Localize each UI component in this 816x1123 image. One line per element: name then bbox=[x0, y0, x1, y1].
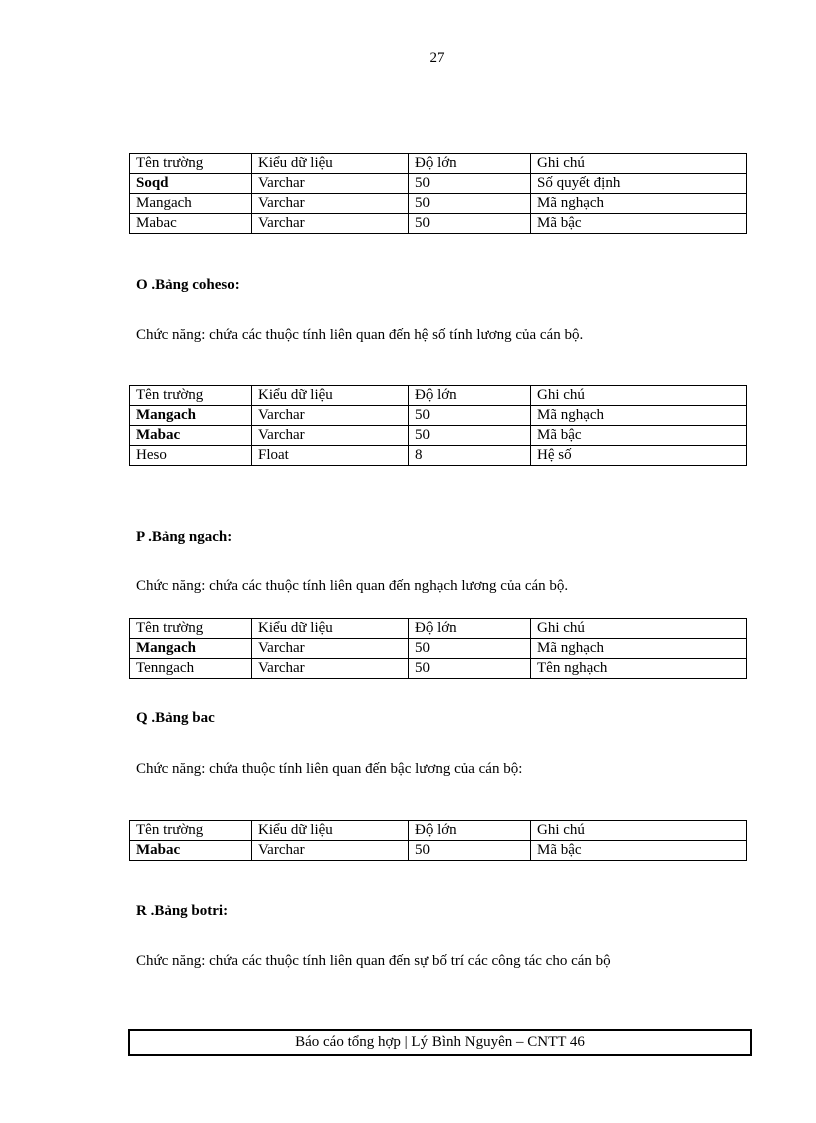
field-cell: Mabac bbox=[130, 841, 252, 861]
type-cell: Varchar bbox=[252, 639, 409, 659]
header-cell: Tên trường bbox=[130, 821, 252, 841]
table-coheso bbox=[129, 385, 747, 466]
table-row bbox=[130, 841, 747, 861]
header-cell: Ghi chú bbox=[531, 619, 747, 639]
table-header-row bbox=[130, 386, 747, 406]
field-cell: Mangach bbox=[130, 194, 252, 214]
type-cell: Varchar bbox=[252, 659, 409, 679]
table-row bbox=[130, 446, 747, 466]
note-cell: Mã nghạch bbox=[531, 406, 747, 426]
note-cell: Mã nghạch bbox=[531, 194, 747, 214]
size-cell: 50 bbox=[409, 214, 531, 234]
field-cell: Mabac bbox=[130, 214, 252, 234]
table-row bbox=[130, 406, 747, 426]
field-cell: Tenngach bbox=[130, 659, 252, 679]
size-cell: 50 bbox=[409, 639, 531, 659]
header-cell: Độ lớn bbox=[409, 386, 531, 406]
table-bac bbox=[129, 820, 747, 861]
table-soqd bbox=[129, 153, 747, 234]
size-cell: 50 bbox=[409, 174, 531, 194]
header-cell: Kiểu dữ liệu bbox=[252, 821, 409, 841]
type-cell: Float bbox=[252, 446, 409, 466]
section-description-bac: Chức năng: chứa thuộc tính liên quan đến bậc lương của cán bộ: bbox=[136, 761, 523, 777]
section-description-ngach: Chức năng: chứa các thuộc tính liên quan đến nghạch lương của cán bộ. bbox=[136, 578, 569, 594]
note-cell: Mã nghạch bbox=[531, 639, 747, 659]
header-cell: Tên trường bbox=[130, 619, 252, 639]
note-cell: Mã bậc bbox=[531, 426, 747, 446]
note-cell: Mã bậc bbox=[531, 841, 747, 861]
note-cell: Tên nghạch bbox=[531, 659, 747, 679]
header-cell: Ghi chú bbox=[531, 821, 747, 841]
header-cell: Độ lớn bbox=[409, 154, 531, 174]
section-description-botri: Chức năng: chứa các thuộc tính liên quan đến sự bố trí các công tác cho cán bộ bbox=[136, 953, 611, 969]
type-cell: Varchar bbox=[252, 194, 409, 214]
table-ngach bbox=[129, 618, 747, 679]
page-number: 27 bbox=[429, 50, 445, 66]
field-cell: Mabac bbox=[130, 426, 252, 446]
table-row bbox=[130, 659, 747, 679]
page-footer: Báo cáo tổng hợp | Lý Bình Nguyên – CNTT 46 bbox=[128, 1029, 752, 1056]
size-cell: 50 bbox=[409, 194, 531, 214]
size-cell: 8 bbox=[409, 446, 531, 466]
field-cell: Soqd bbox=[130, 174, 252, 194]
note-cell: Số quyết định bbox=[531, 174, 747, 194]
table-row bbox=[130, 174, 747, 194]
table-row bbox=[130, 426, 747, 446]
header-cell: Kiểu dữ liệu bbox=[252, 386, 409, 406]
table-row bbox=[130, 639, 747, 659]
type-cell: Varchar bbox=[252, 214, 409, 234]
size-cell: 50 bbox=[409, 406, 531, 426]
field-cell: Mangach bbox=[130, 406, 252, 426]
size-cell: 50 bbox=[409, 659, 531, 679]
table-row bbox=[130, 214, 747, 234]
note-cell: Hệ số bbox=[531, 446, 747, 466]
size-cell: 50 bbox=[409, 841, 531, 861]
section-heading-bac: Q .Bảng bac bbox=[136, 710, 215, 726]
header-cell: Ghi chú bbox=[531, 154, 747, 174]
type-cell: Varchar bbox=[252, 406, 409, 426]
type-cell: Varchar bbox=[252, 841, 409, 861]
table-row bbox=[130, 194, 747, 214]
header-cell: Kiểu dữ liệu bbox=[252, 619, 409, 639]
header-cell: Tên trường bbox=[130, 386, 252, 406]
header-cell: Độ lớn bbox=[409, 821, 531, 841]
header-cell: Kiểu dữ liệu bbox=[252, 154, 409, 174]
header-cell: Tên trường bbox=[130, 154, 252, 174]
note-cell: Mã bậc bbox=[531, 214, 747, 234]
table-header-row bbox=[130, 154, 747, 174]
section-heading-coheso: O .Bảng coheso: bbox=[136, 277, 240, 293]
table-header-row bbox=[130, 821, 747, 841]
table-header-row bbox=[130, 619, 747, 639]
field-cell: Mangach bbox=[130, 639, 252, 659]
field-cell: Heso bbox=[130, 446, 252, 466]
header-cell: Độ lớn bbox=[409, 619, 531, 639]
section-heading-botri: R .Bảng botri: bbox=[136, 903, 229, 919]
size-cell: 50 bbox=[409, 426, 531, 446]
section-heading-ngach: P .Bảng ngach: bbox=[136, 529, 233, 545]
type-cell: Varchar bbox=[252, 426, 409, 446]
header-cell: Ghi chú bbox=[531, 386, 747, 406]
type-cell: Varchar bbox=[252, 174, 409, 194]
section-description-coheso: Chức năng: chứa các thuộc tính liên quan đến hệ số tính lương của cán bộ. bbox=[136, 327, 584, 343]
